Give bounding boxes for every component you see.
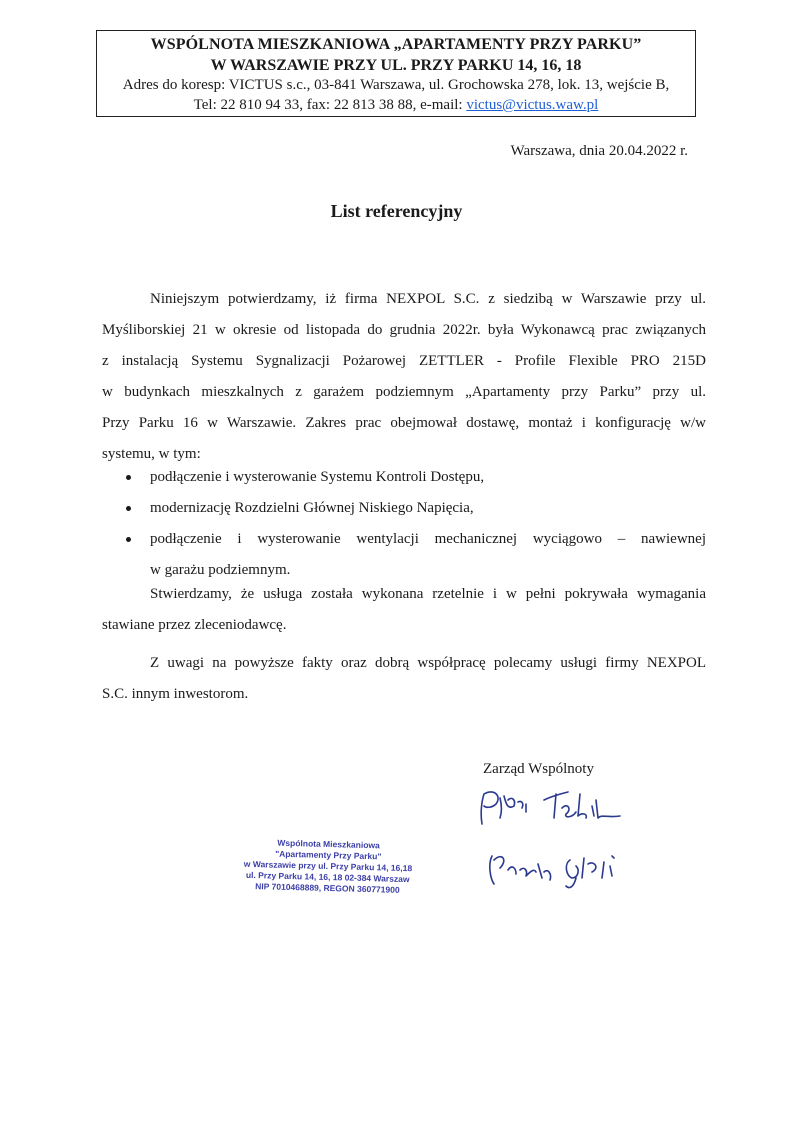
signature-2: [490, 856, 551, 884]
paragraph-line: Przy Parku 16 w Warszawie. Zakres prac obejmował dostawę, montaż i konfigurację w/w: [102, 415, 706, 431]
signature-1: [481, 792, 526, 824]
signature-1b: [544, 792, 620, 818]
list-item-text: modernizację Rozdzielni Głównej Niskiego Napięcia,: [150, 500, 474, 516]
correspondence-address: Adres do koresp: VICTUS s.c., 03-841 Warszawa, ul. Grochowska 278, lok. 13, wejście B,: [122, 77, 670, 93]
paragraph-line: Stwierdzamy, że usługa została wykonana rzetelnie i w pełni pokrywała wymagania: [150, 586, 706, 602]
list-item: [102, 524, 706, 586]
stamp-line: Wspólnota Mieszkaniowa: [277, 837, 380, 851]
paragraph-recommendation: [102, 648, 706, 710]
scope-list: [102, 462, 706, 586]
email-link[interactable]: victus@victus.waw.pl: [466, 97, 599, 113]
letter-title: List referencyjny: [330, 201, 463, 221]
contact-line: [97, 97, 695, 114]
stamp-line: ul. Przy Parku 14, 16, 18 02-384 Warszaw: [245, 869, 410, 885]
paragraph-line: Niniejszym potwierdzamy, iż firma NEXPOL S.C. z siedzibą w Warszawie przy ul.: [150, 291, 706, 307]
organization-stamp: [227, 836, 428, 896]
paragraph-line: S.C. innym inwestorom.: [102, 686, 249, 702]
paragraph-line: w budynkach mieszkalnych z garażem podziemnym „Apartamenty przy Parku” przy ul.: [102, 384, 706, 400]
stamp-line: w Warszawie przy ul. Przy Parku 14, 16,18: [243, 858, 413, 874]
handwritten-signatures: [472, 782, 672, 902]
paragraph-intro: [102, 284, 706, 470]
list-item-text: podłączenie i wysterowanie wentylacji mechanicznej wyciągowo – nawiewnej: [150, 531, 706, 547]
letterhead: [96, 30, 696, 117]
letter-date: Warszawa, dnia 20.04.2022 r.: [510, 143, 688, 159]
organization-location: W WARSZAWIE PRZY UL. PRZY PARKU 14, 16, 18: [210, 57, 582, 74]
contact-phone-fax: Tel: 22 810 94 33, fax: 22 813 38 88, e-mail:: [193, 97, 467, 113]
paragraph-confirmation: [102, 579, 706, 641]
stamp-line: NIP 7010468889, REGON 360771900: [255, 881, 400, 895]
list-item: [102, 462, 706, 493]
paragraph-line: systemu, w tym:: [102, 446, 201, 462]
signature-label: Zarząd Wspólnoty: [483, 761, 594, 777]
paragraph-line: Z uwagi na powyższe fakty oraz dobrą współpracę polecamy usługi firmy NEXPOL: [150, 655, 706, 671]
list-item-text: w garażu podziemnym.: [150, 562, 291, 578]
organization-name: WSPÓLNOTA MIESZKANIOWA „APARTAMENTY PRZY PARKU”: [150, 36, 642, 53]
paragraph-line: z instalacją Systemu Sygnalizacji Pożarowej ZETTLER - Profile Flexible PRO 215D: [102, 353, 706, 369]
stamp-line: "Apartamenty Przy Parku": [275, 848, 382, 862]
signature-2b: [566, 856, 614, 888]
paragraph-line: Myśliborskiej 21 w okresie od listopada do grudnia 2022r. była Wykonawcą prac związanych: [102, 322, 706, 338]
list-item-text: podłączenie i wysterowanie Systemu Kontroli Dostępu,: [150, 469, 485, 485]
paragraph-line: stawiane przez zleceniodawcę.: [102, 617, 287, 633]
list-item: [102, 493, 706, 524]
